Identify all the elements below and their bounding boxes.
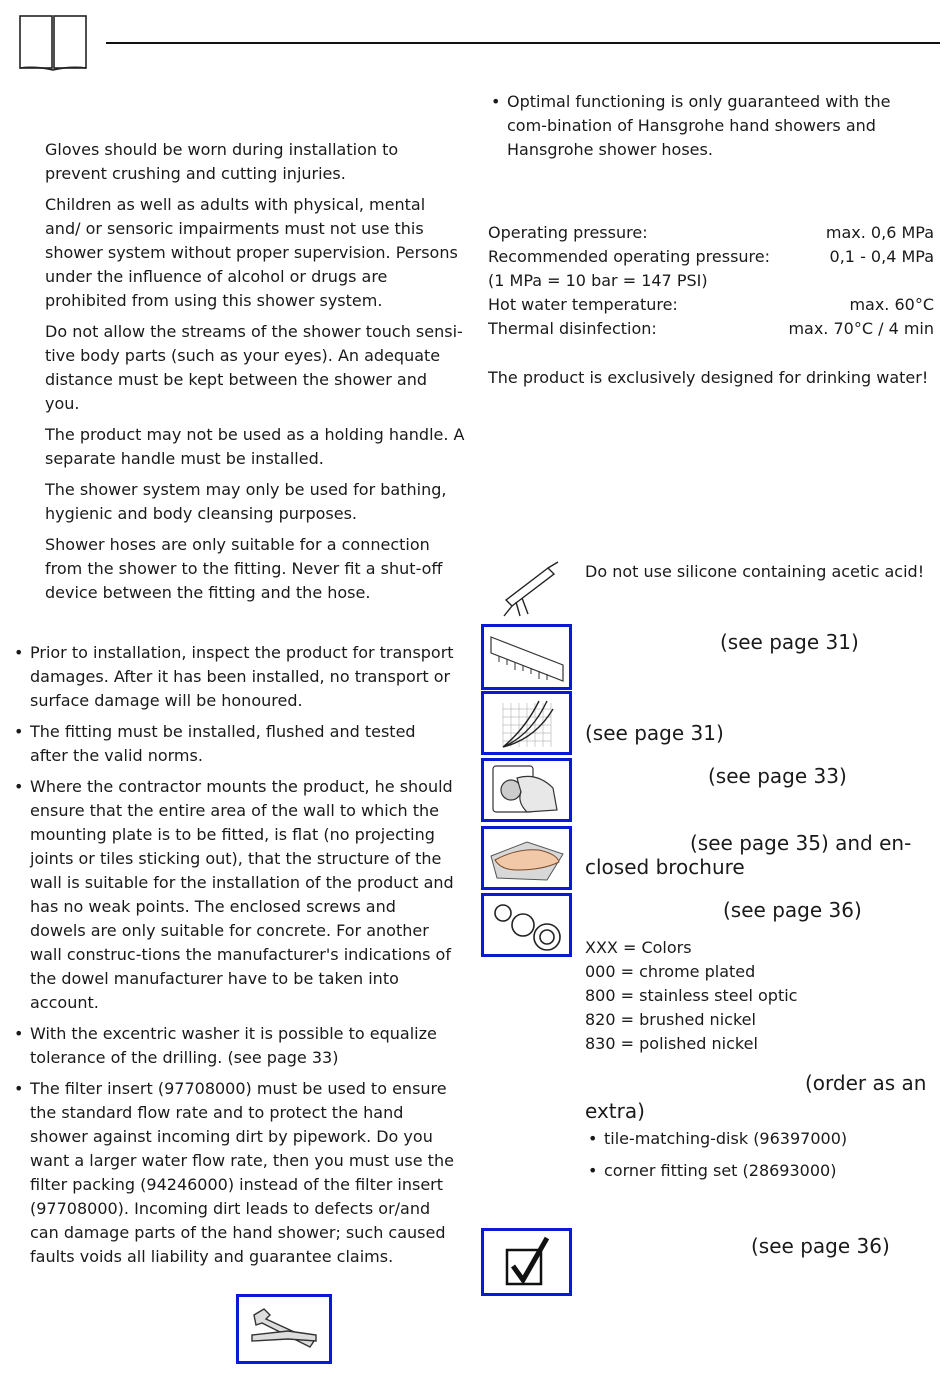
list-item: • Optimal functioning is only guaranteed with the com-bination of Hansgrohe hand showers and Hansgrohe shower hoses. [491, 90, 931, 162]
compatibility-note [491, 90, 931, 169]
list-item: • The filter insert (97708000) must be used to ensure the standard flow rate and to protect the hand shower against incoming dirt by pipework. Do you want a larger water flow rate, then you must use the filter packing (94246000) instead of the filter insert (97708000). Incoming dirt leads to defects or/and can damage parts of the hand shower; such caused faults voids all liability and guarantee claims. [14, 1077, 454, 1269]
list-item: • Prior to installation, inspect the product for transport damages. After it has been installed, no transport or surface damage will be honoured. [14, 641, 454, 713]
extras-heading-continued: extra) [585, 1099, 645, 1123]
warning-paragraph: The product may not be used as a holding handle. A separate handle must be installed. [45, 425, 465, 468]
spec-value: max. 0,6 MPa [825, 223, 934, 242]
ruler-icon [481, 624, 572, 690]
color-code: 820 = brushed nickel [585, 1010, 756, 1029]
spare-parts-icon [481, 893, 572, 957]
spec-label: Recommended operating pressure: [488, 247, 770, 266]
test-certificate-ref: (see page 36) [751, 1234, 890, 1258]
spare-parts-ref: (see page 36) [723, 898, 862, 922]
extras-heading: (order as an [805, 1071, 927, 1095]
color-code: XXX = Colors [585, 938, 692, 957]
warning-paragraph: Shower hoses are only suitable for a connection from the shower to the fitting. Never fit a shut-off device between the fitting and the hose. [45, 535, 443, 602]
color-code: 830 = polished nickel [585, 1034, 758, 1053]
technical-specs [488, 221, 934, 341]
installation-ref: (see page 33) [708, 764, 847, 788]
color-code: 800 = stainless steel optic [585, 986, 798, 1005]
silicone-note: Do not use silicone containing acetic acid! [585, 562, 925, 581]
color-codes [585, 936, 885, 1056]
spec-label: Thermal disinfection: [488, 319, 657, 338]
header-rule [106, 42, 940, 44]
spec-label: Hot water temperature: [488, 295, 678, 314]
installation-hand-icon [481, 758, 572, 822]
warning-paragraph: Children as well as adults with physical, mental and/ or sensoric impairments must not use this shower system without proper supervision. Persons under the influence of alcohol or drugs are prohibited from using this shower system. [45, 195, 458, 310]
warning-paragraph: Do not allow the streams of the shower touch sensi-tive body parts (such as your eyes). An adequate distance must be kept between the shower and you. [45, 322, 463, 413]
spec-row [488, 245, 934, 269]
list-item: • corner fitting set (28693000) [588, 1159, 928, 1183]
warning-paragraph: Gloves should be worn during installation to prevent crushing and cutting injuries. [45, 140, 399, 183]
installation-instructions [14, 641, 454, 1276]
dimensions-ref: (see page 31) [720, 630, 859, 654]
list-item: • The fitting must be installed, flushed and tested after the valid norms. [14, 720, 454, 768]
flow-diagram-ref: (see page 31) [585, 721, 724, 745]
list-item: • tile-matching-disk (96397000) [588, 1127, 928, 1151]
tools-icon [236, 1294, 332, 1364]
drinking-water-note: The product is exclusively designed for drinking water! [488, 368, 929, 387]
spec-conversion: (1 MPa = 10 bar = 147 PSI) [488, 271, 708, 290]
spec-row [488, 221, 934, 245]
extras-list [588, 1127, 928, 1191]
checkmark-icon [481, 1228, 572, 1296]
spec-row [488, 293, 934, 317]
list-item: • With the excentric washer it is possible to equalize tolerance of the drilling. (see page 33) [14, 1022, 454, 1070]
spec-value: max. 70°C / 4 min [788, 319, 934, 338]
color-code: 000 = chrome plated [585, 962, 756, 981]
silicone-gun-icon [496, 560, 562, 618]
cleaning-hand-icon [481, 826, 572, 890]
cleaning-ref-continued: closed brochure [585, 855, 745, 879]
cleaning-ref: (see page 35) and en- [690, 831, 912, 855]
flow-diagram-icon [481, 691, 572, 755]
safety-warnings [45, 138, 465, 612]
spec-value: max. 60°C [849, 295, 934, 314]
list-item: • Where the contractor mounts the product, he should ensure that the entire area of the wall to which the mounting plate is to be fitted, is flat (no projecting joints or tiles sticking out), that the structure of the wall is suitable for the installation of the product and has no weak points. The enclosed screws and dowels are only suitable for concrete. For another wall construc-tions the manufacturer's indications of the dowel manufacturer have to be taken into account. [14, 775, 454, 1015]
spec-label: Operating pressure: [488, 223, 648, 242]
spec-row [488, 317, 934, 341]
spec-value: 0,1 - 0,4 MPa [829, 247, 934, 266]
book-icon [18, 14, 88, 72]
warning-paragraph: The shower system may only be used for bathing, hygienic and body cleansing purposes. [45, 480, 447, 523]
